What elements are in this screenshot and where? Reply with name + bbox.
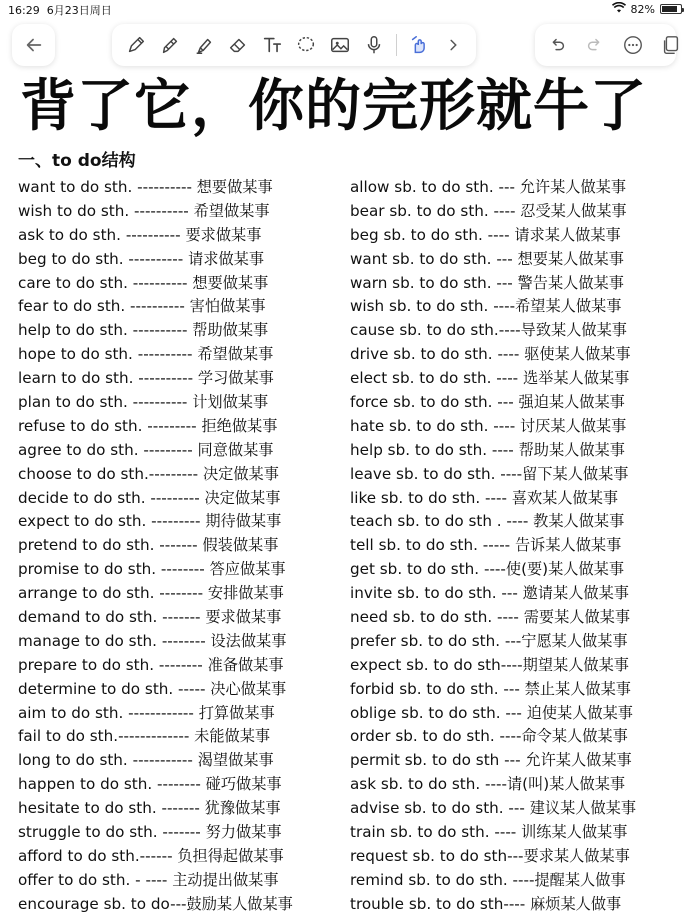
- status-right: [612, 2, 682, 16]
- actions-toolbar: [535, 24, 676, 66]
- phrase-row: [0, 295, 690, 319]
- phrase-right: like sb. to do sth. ---- 喜欢某人做某事: [350, 488, 619, 507]
- status-bar: [0, 0, 690, 18]
- phrase-right: advise sb. to do sth. --- 建议某人做某事: [350, 799, 637, 818]
- phrase-row: [0, 200, 690, 224]
- toolbar-area: [0, 22, 690, 68]
- phrase-left: expect to do sth. --------- 期待做某事: [18, 512, 282, 531]
- phrase-right: force sb. to do sth. --- 强迫某人做某事: [350, 393, 625, 412]
- phrase-right: wish sb. to do sth. ----希望某人做某事: [350, 297, 622, 316]
- redo-icon[interactable]: [583, 33, 607, 57]
- phrase-right: trouble sb. to do sth---- 麻烦某人做事: [350, 894, 622, 913]
- phrase-right: remind sb. to do sth. ----提醒某人做事: [350, 870, 626, 889]
- phrase-right: expect sb. to do sth----期望某人做某事: [350, 655, 629, 674]
- marker-icon[interactable]: [158, 33, 182, 57]
- phrase-row: [0, 224, 690, 248]
- phrase-left: hope to do sth. ---------- 希望做某事: [18, 345, 274, 364]
- page-title: 背了它，你的完形就牛了: [20, 74, 647, 139]
- undo-icon[interactable]: [545, 33, 569, 57]
- phrase-left: determine to do sth. ----- 决心做某事: [18, 679, 287, 698]
- battery-fill: [662, 6, 677, 12]
- phrase-row: [0, 821, 690, 845]
- toolbar-divider: [396, 34, 397, 56]
- phrase-row: [0, 845, 690, 869]
- phrase-left: prepare to do sth. -------- 准备做某事: [18, 655, 284, 674]
- phrase-row: [0, 702, 690, 726]
- phrase-left: aim to do sth. ------------ 打算做某事: [18, 703, 275, 722]
- phrase-left: encourage sb. to do---鼓励某人做某事: [18, 894, 293, 913]
- phrase-left: wish to do sth. ---------- 希望做某事: [18, 201, 270, 220]
- phrase-row: [0, 391, 690, 415]
- phrase-left: struggle to do sth. ------- 努力做某事: [18, 823, 282, 842]
- phrase-right: need sb. to do sth. ---- 需要某人做某事: [350, 608, 631, 627]
- phrase-right: elect sb. to do sth. ---- 选举某人做某事: [350, 369, 630, 388]
- phrase-row: [0, 534, 690, 558]
- phrase-left: promise to do sth. -------- 答应做某事: [18, 560, 286, 579]
- pen-icon[interactable]: [124, 33, 148, 57]
- phrase-right: teach sb. to do sth . ---- 教某人做某事: [350, 512, 625, 531]
- phrase-right: ask sb. to do sth. ----请(叫)某人做某事: [350, 775, 626, 794]
- eraser-icon[interactable]: [226, 33, 250, 57]
- phrase-right: drive sb. to do sth. ---- 驱使某人做某事: [350, 345, 631, 364]
- phrase-list: [0, 176, 690, 917]
- wifi-icon: [612, 2, 626, 16]
- phrase-left: fear to do sth. ---------- 害怕做某事: [18, 297, 266, 316]
- phrase-left: learn to do sth. ---------- 学习做某事: [18, 369, 274, 388]
- phrase-left: afford to do sth.------ 负担得起做某事: [18, 846, 284, 865]
- phrase-right: leave sb. to do sth. ----留下某人做某事: [350, 464, 629, 483]
- phrase-left: happen to do sth. -------- 碰巧做某事: [18, 775, 282, 794]
- battery-percent: 82%: [630, 2, 655, 16]
- phrase-row: [0, 319, 690, 343]
- phrase-right: order sb. to do sth. ----命令某人做某事: [350, 727, 628, 746]
- phrase-right: bear sb. to do sth. ---- 忍受某人做某事: [350, 201, 627, 220]
- phrase-row: [0, 749, 690, 773]
- phrase-row: [0, 463, 690, 487]
- phrase-row: [0, 248, 690, 272]
- phrase-row: [0, 869, 690, 893]
- phrase-left: hesitate to do sth. ------- 犹豫做某事: [18, 799, 281, 818]
- back-button[interactable]: [12, 24, 55, 66]
- phrase-left: agree to do sth. --------- 同意做某事: [18, 440, 274, 459]
- phrase-left: help to do sth. ---------- 帮助做某事: [18, 321, 269, 340]
- phrase-row: [0, 510, 690, 534]
- phrase-left: demand to do sth. ------- 要求做某事: [18, 608, 282, 627]
- phrase-row: [0, 606, 690, 630]
- phrase-row: [0, 678, 690, 702]
- phrase-right: beg sb. to do sth. ---- 请求某人做某事: [350, 225, 621, 244]
- phrase-row: [0, 343, 690, 367]
- phrase-left: plan to do sth. ---------- 计划做某事: [18, 393, 269, 412]
- phrase-left: refuse to do sth. --------- 拒绝做某事: [18, 416, 278, 435]
- phrase-row: [0, 272, 690, 296]
- phrase-right: forbid sb. to do sth. --- 禁止某人做某事: [350, 679, 631, 698]
- status-date: 6月23日周日: [46, 4, 112, 17]
- phrase-row: [0, 439, 690, 463]
- image-icon[interactable]: [328, 33, 352, 57]
- phrase-row: [0, 630, 690, 654]
- phrase-right: allow sb. to do sth. --- 允许某人做某事: [350, 178, 627, 196]
- phrase-left: ask to do sth. ---------- 要求做某事: [18, 225, 262, 244]
- phrase-left: manage to do sth. -------- 设法做某事: [18, 631, 287, 650]
- phrase-row: [0, 797, 690, 821]
- phrase-row: [0, 558, 690, 582]
- phrase-right: want sb. to do sth. --- 想要某人做某事: [350, 249, 624, 268]
- microphone-icon[interactable]: [362, 33, 386, 57]
- phrase-left: offer to do sth. - ---- 主动提出做某事: [18, 870, 279, 889]
- phrase-right: hate sb. to do sth. ---- 讨厌某人做某事: [350, 416, 627, 435]
- drawing-toolbar: [112, 24, 476, 66]
- clock-time: 16:29: [8, 4, 40, 17]
- phrase-row: [0, 725, 690, 749]
- status-time: [8, 2, 112, 18]
- phrase-left: long to do sth. ----------- 渴望做某事: [18, 751, 274, 770]
- phrase-left: fail to do sth.------------- 未能做某事: [18, 727, 271, 746]
- phrase-row: [0, 176, 690, 200]
- back-arrow-icon: [22, 33, 46, 57]
- text-icon[interactable]: [260, 33, 284, 57]
- phrase-right: prefer sb. to do sth. ---宁愿某人做某事: [350, 631, 628, 650]
- highlighter-icon[interactable]: [192, 33, 216, 57]
- phrase-right: cause sb. to do sth.----导致某人做某事: [350, 321, 627, 340]
- phrase-row: [0, 654, 690, 678]
- section-heading: 一、to do结构: [18, 151, 136, 171]
- phrase-right: train sb. to do sth. ---- 训练某人做某事: [350, 823, 628, 842]
- phrase-right: warn sb. to do sth. --- 警告某人做某事: [350, 273, 624, 292]
- phrase-row: [0, 893, 690, 917]
- phrase-right: invite sb. to do sth. --- 邀请某人做某事: [350, 584, 629, 603]
- phrase-row: [0, 367, 690, 391]
- battery-icon: [660, 4, 682, 14]
- phrase-left: want to do sth. ---------- 想要做某事: [18, 178, 273, 196]
- phrase-row: [0, 773, 690, 797]
- more-icon[interactable]: [621, 33, 645, 57]
- phrase-row: [0, 487, 690, 511]
- phrase-left: choose to do sth.--------- 决定做某事: [18, 464, 279, 483]
- phrase-left: pretend to do sth. ------- 假装做某事: [18, 536, 279, 555]
- touch-draw-icon[interactable]: [407, 33, 431, 57]
- phrase-left: care to do sth. ---------- 想要做某事: [18, 273, 269, 292]
- phrase-right: tell sb. to do sth. ----- 告诉某人做某事: [350, 536, 622, 555]
- phrase-right: get sb. to do sth. ----使(要)某人做某事: [350, 560, 625, 579]
- phrase-left: arrange to do sth. -------- 安排做某事: [18, 584, 284, 603]
- lasso-icon[interactable]: [294, 33, 318, 57]
- phrase-right: oblige sb. to do sth. --- 迫使某人做某事: [350, 703, 633, 722]
- pages-icon[interactable]: [659, 33, 683, 57]
- phrase-left: beg to do sth. ---------- 请求做某事: [18, 249, 265, 268]
- phrase-right: request sb. to do sth---要求某人做某事: [350, 846, 630, 865]
- phrase-row: [0, 582, 690, 606]
- chevron-right-icon[interactable]: [441, 33, 465, 57]
- phrase-right: permit sb. to do sth --- 允许某人做某事: [350, 751, 632, 770]
- phrase-left: decide to do sth. --------- 决定做某事: [18, 488, 281, 507]
- phrase-row: [0, 415, 690, 439]
- phrase-right: help sb. to do sth. ---- 帮助某人做某事: [350, 440, 625, 459]
